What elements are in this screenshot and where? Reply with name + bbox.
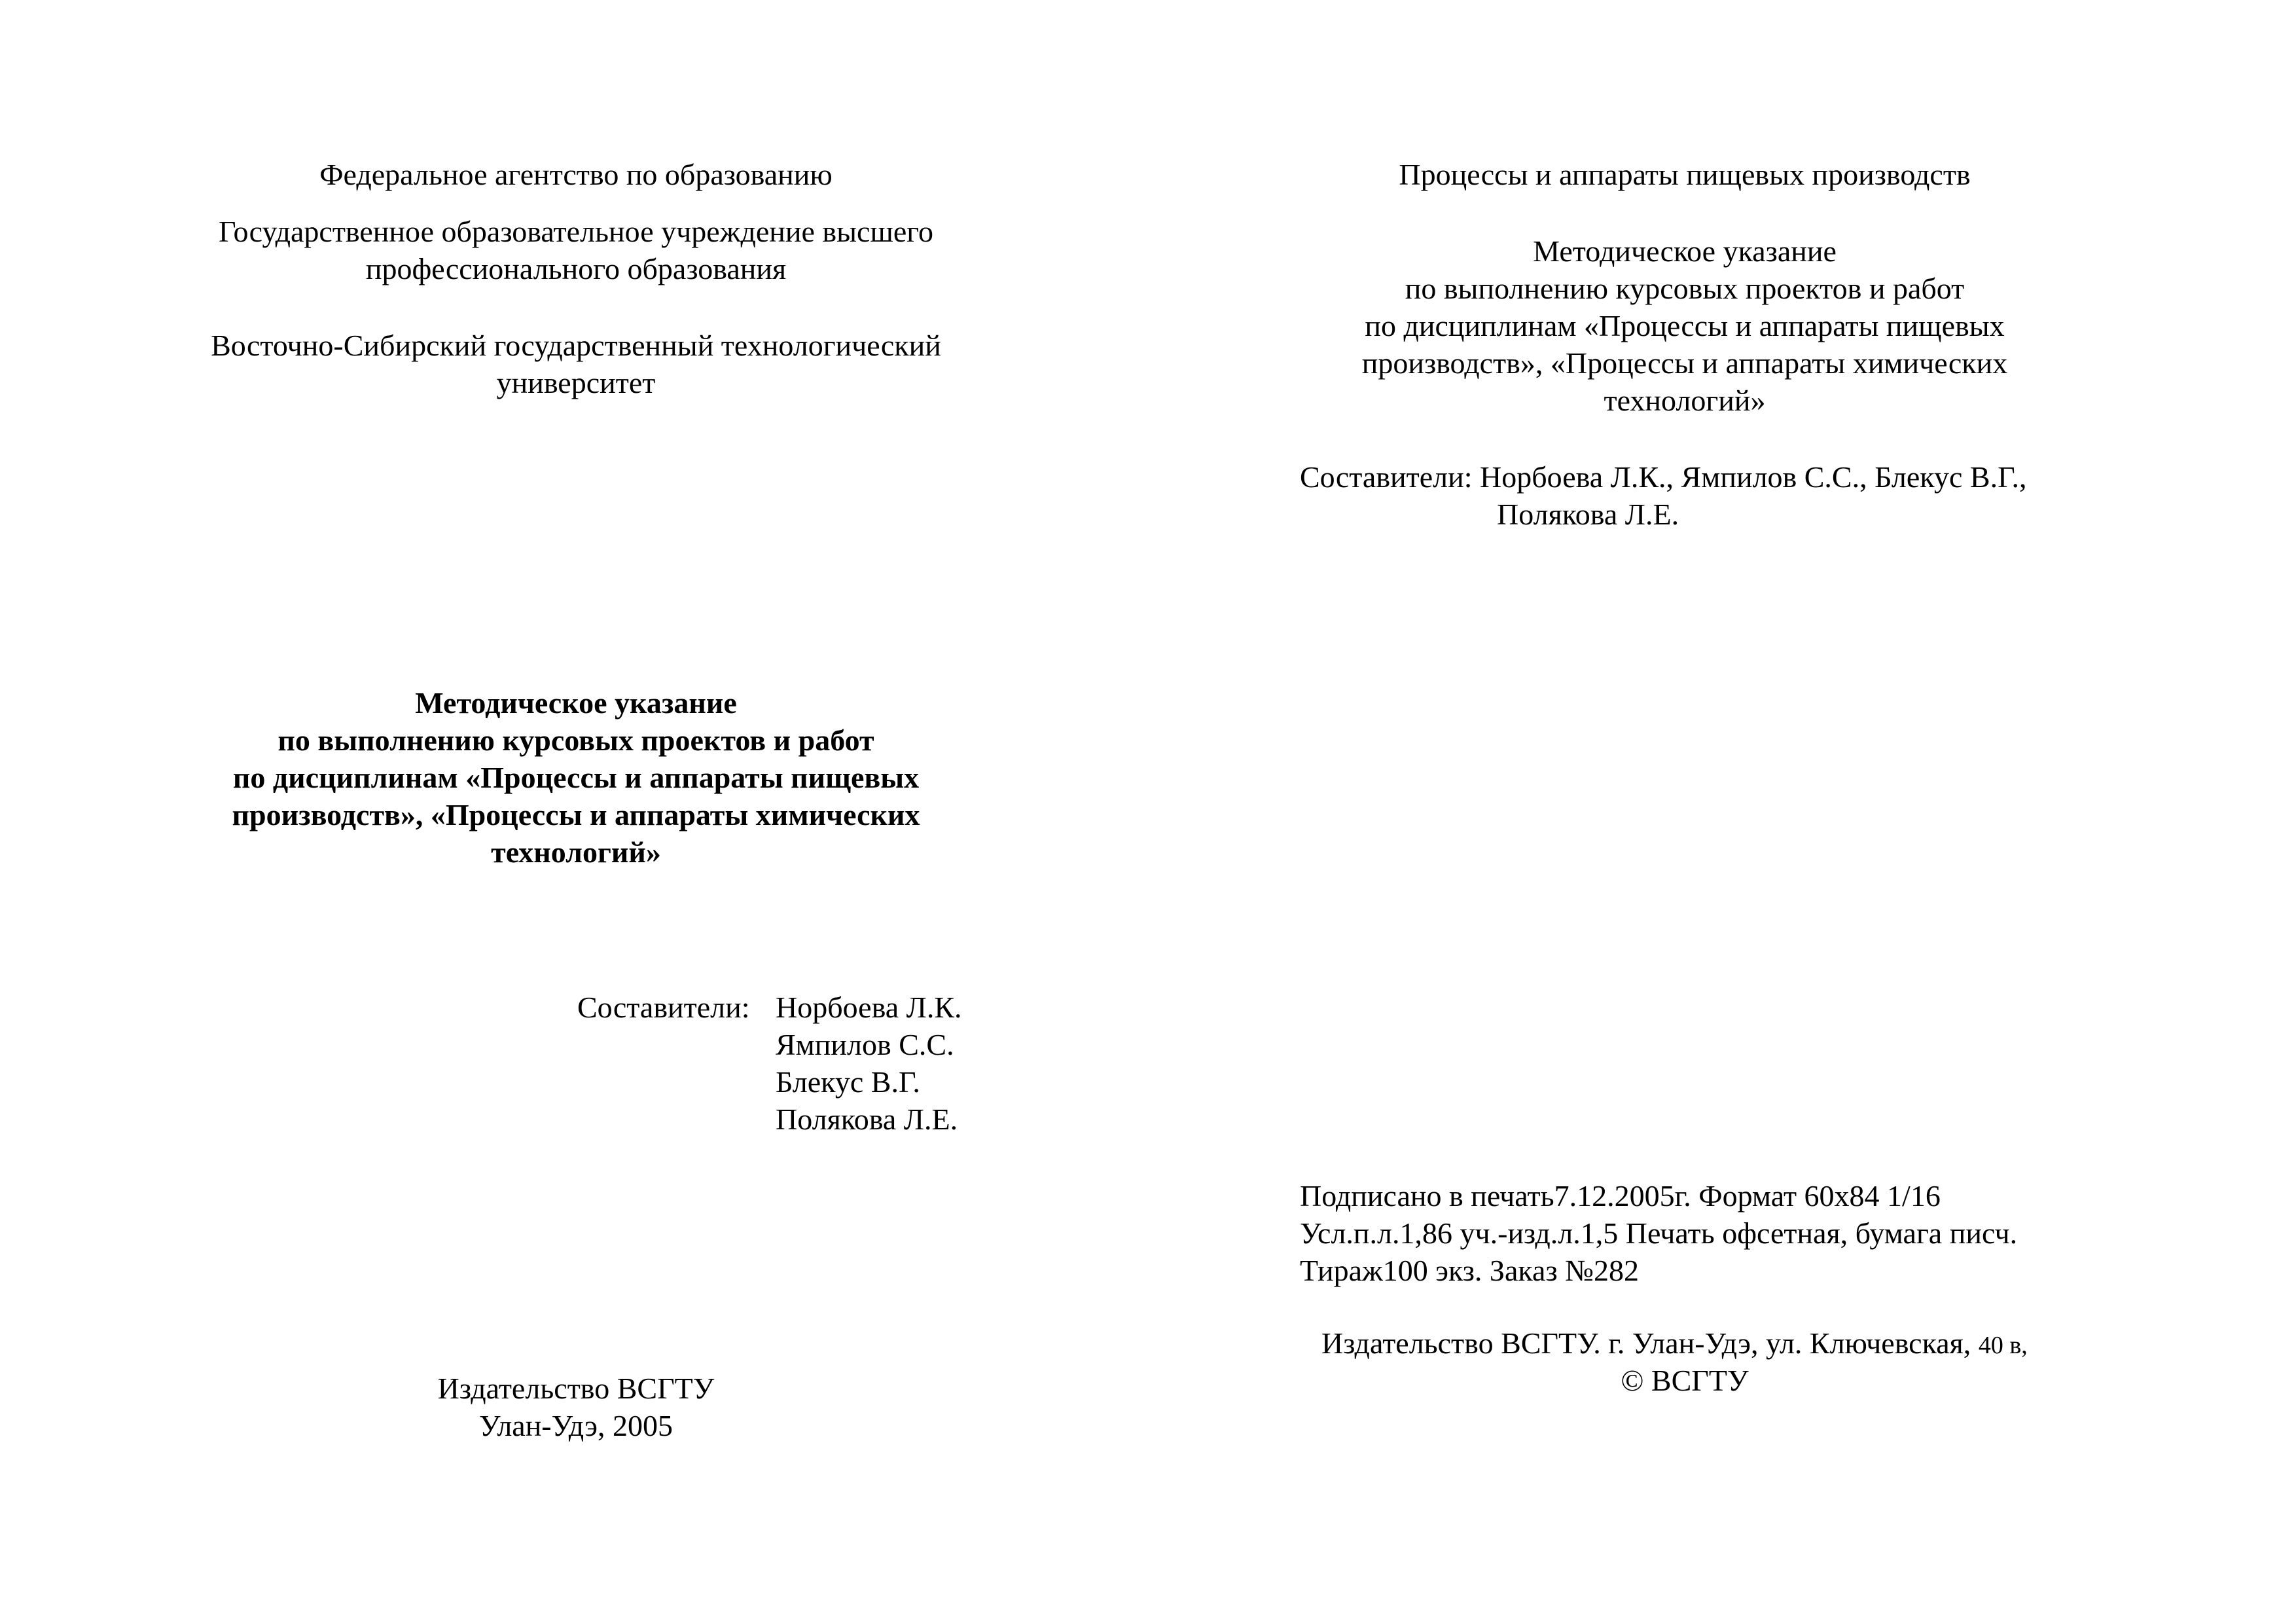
compilers-inline-continued: Полякова Л.Е. bbox=[1497, 498, 1679, 531]
agency-name: Федеральное агентство по образованию bbox=[319, 158, 833, 191]
document-title: Методическое указание по выполнению курсовых проектов и работ по дисциплинам «Процессы и аппараты пищевых производств», «Процессы и аппараты химических технологий» bbox=[232, 686, 920, 869]
university-name: Восточно-Сибирский государственный технологический университет bbox=[211, 329, 941, 399]
publisher-address: Издательство ВСГТУ. г. Улан-Удэ, ул. Ключевская, 40 в, bbox=[1321, 1326, 2028, 1360]
annotation-title: Методическое указание по выполнению курсовых проектов и работ по дисциплинам «Процессы и аппараты пищевых производств», «Процессы и аппараты химических технологий» bbox=[1361, 234, 2008, 417]
compilers-inline: Составители: Норбоева Л.К., Ямпилов С.С., Блекус В.Г., bbox=[1300, 460, 2027, 494]
compilers-list: Норбоева Л.К. Ямпилов С.С. Блекус В.Г. Полякова Л.Е. bbox=[776, 991, 962, 1136]
copyright: © ВСГТУ bbox=[1621, 1364, 1749, 1397]
institution-name: Государственное образовательное учреждение высшего профессионального образования bbox=[218, 215, 934, 285]
publisher-block: Издательство ВСГТУ Улан-Удэ, 2005 bbox=[437, 1372, 715, 1442]
right-page bbox=[1148, 0, 2296, 1623]
imprint-details: Подписано в печать7.12.2005г. Формат 60x84 1/16 Усл.п.л.1,86 уч.-изд.л.1,5 Печать офсетная, бумага писч. Тираж100 экз. Заказ №282 bbox=[1300, 1179, 2018, 1287]
discipline-name: Процессы и аппараты пищевых производств bbox=[1399, 158, 1971, 191]
compilers-label: Составители: bbox=[577, 991, 750, 1024]
